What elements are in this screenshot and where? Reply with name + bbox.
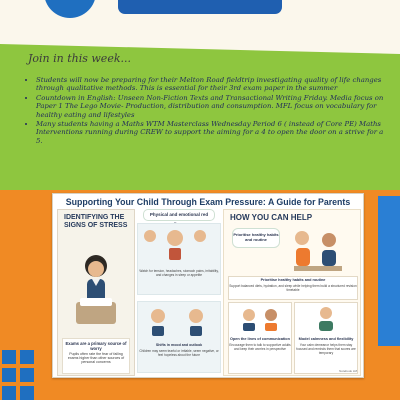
calmness-label: Model calmness and flexibility [298, 337, 354, 341]
red-flags-header: Physical and emotional red [143, 209, 215, 221]
blue-side-shape [378, 196, 400, 346]
communication-card [228, 302, 292, 374]
calmness-card [294, 302, 358, 374]
how-you-can-help-column [223, 209, 361, 376]
physical-symptoms-illustration [138, 224, 220, 264]
family-illustration [284, 224, 354, 274]
habits-pill-label: Prioritise healthy habits and routine [233, 232, 279, 242]
activity-item: • Many students having a Maths WTM Masterclass Wednesday Period 6 ( instead of Core PE) Maths Interventions running during CREW to support the aiming for a 4 to open the door on a strive for a 5. [36, 120, 392, 145]
healthy-habits-label: Prioritise healthy habits and routine [260, 278, 326, 282]
communication-illustration [229, 303, 291, 333]
activity-item: • Students will now be preparing for their Melton Road fieldtrip investigating quality of life changes through qualitative methods. This is essential for their 3rd exam paper in the summer [36, 76, 392, 93]
worry-caption-body: Pupils often rate the fear of failing exams higher than other sources of personal concerns [67, 352, 125, 365]
poster-title: Supporting Your Child Through Exam Pressure: A Guide for Parents [65, 197, 351, 207]
worry-caption-title: Exams are a primary source of worry [65, 341, 127, 351]
worry-caption [62, 338, 130, 374]
blue-grid-decoration [2, 350, 42, 400]
physical-flags-card [137, 223, 221, 295]
stress-signs-column [57, 209, 135, 376]
mood-shift-label: Shifts in mood and outlook [155, 343, 203, 347]
communication-label: Open the lines of communication [230, 337, 290, 341]
mood-illustration [138, 302, 220, 342]
stressed-student-illustration [70, 248, 122, 328]
help-heading: HOW YOU CAN HELP [230, 213, 313, 222]
red-flags-column [137, 209, 219, 374]
calmness-body: Your calm demeanor helps them stay focused and reminds them that scores are temporary [296, 343, 356, 355]
stress-signs-heading: IDENTIFYING THE SIGNS OF STRESS [64, 214, 128, 229]
healthy-habits-card [228, 276, 358, 300]
communication-body: Encourage them to talk to supportive adults and keep their worries in perspective [229, 343, 291, 351]
healthy-habits-body: Support balanced diets, hydration, and sleep while helping them build a structured revision timetable [229, 284, 357, 292]
mood-shift-body: Children may seem tearful or irritable, seem negative, or feel hopeless about the future [139, 349, 219, 357]
poster-signature: Notebook LM [339, 369, 357, 373]
physical-flags-body: Watch for tension, headaches, stomach pains, irritability, and changes in sleep or appetite [139, 269, 219, 277]
activity-item: • Countdown in English: Unseen Non-Fiction Texts and Transactional Writing Friday. Media focus on Paper 1 The Lego Movie- Production, distribution and consumption. MFL focus on vocabulary for healthy eating and lifestyles [36, 94, 392, 119]
join-heading: Join in this week... [28, 52, 131, 65]
habits-pill [232, 228, 280, 248]
top-banner [118, 0, 282, 14]
exam-pressure-poster [52, 193, 364, 378]
activity-list [26, 76, 392, 146]
calmness-illustration [295, 303, 357, 333]
mood-shift-card [137, 301, 221, 373]
